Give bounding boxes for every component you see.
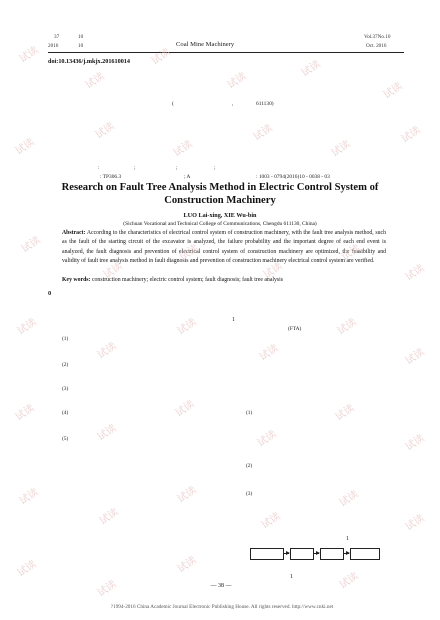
watermark-stamp: 试读 <box>93 120 117 142</box>
flow-box-1 <box>250 548 284 560</box>
flow-box-2 <box>290 548 314 560</box>
flow-arrow-1 <box>283 553 289 554</box>
ref-one-c: 1 <box>290 574 293 580</box>
watermark-stamp: 试读 <box>175 554 199 576</box>
watermark-stamp: 试读 <box>15 558 39 580</box>
watermark-stamp: 试读 <box>337 488 361 510</box>
watermark-stamp: 试读 <box>149 46 173 68</box>
affil-comma: , <box>232 101 234 107</box>
colon-a: : <box>98 165 100 171</box>
watermark-stamp: 试读 <box>95 422 119 444</box>
ref-one-b: 1 <box>346 536 349 542</box>
watermark-stamp: 试读 <box>399 124 423 146</box>
watermark-stamp: 试读 <box>101 260 125 282</box>
classification-number: : TP306.3 <box>100 174 122 180</box>
header-volume-right: Vol.37No.10 <box>364 34 391 40</box>
item-4: (4) <box>62 410 69 416</box>
affil-paren: ( <box>172 101 174 107</box>
watermark-stamp: 试读 <box>15 316 39 338</box>
watermark-stamp: 试读 <box>17 486 41 508</box>
paper-title-line1: Research on Fault Tree Analysis Method in Electric Control System of <box>61 182 379 193</box>
semi-b: ; <box>134 165 136 171</box>
keywords-text: construction machinery; electric control system; fault diagnosis; fault tree analysis <box>91 277 284 283</box>
right-item-3: (3) <box>246 491 253 497</box>
watermark-stamp: 试读 <box>403 512 427 534</box>
watermark-stamp: 试读 <box>251 122 275 144</box>
semi-d: ; <box>214 165 216 171</box>
flow-box-3 <box>320 548 344 560</box>
fta-abbrev: (FTA) <box>288 326 302 332</box>
paper-title-line2: Construction Machinery <box>164 195 276 206</box>
abstract-text: According to the characteristics of electrical control system of construction machinery, with the fault tree analysis method, such as the fault of the starting circuit of the excavator is analyzed, the failure probability and the important degree of each end event is analyzed, the fault diagnosis and prevention of electrical control system of construction machinery are optimized, the feasibility and validity of fault tree analysis method in fault diagnosis and prevention of construction machinery electrical control system are verified. <box>62 230 386 265</box>
header-rule <box>48 52 404 53</box>
right-item-1: (1) <box>246 410 253 416</box>
watermark-stamp: 试读 <box>335 316 359 338</box>
journal-name: Coal Mine Machinery <box>176 41 235 48</box>
page-number: — 38 — <box>210 583 232 589</box>
watermark-stamp: 试读 <box>175 484 199 506</box>
watermark-stamp: 试读 <box>339 242 363 264</box>
flow-arrow-3 <box>343 553 349 554</box>
header-volume-left: 37 <box>54 34 60 40</box>
header-month-left: 10 <box>78 43 84 49</box>
watermark-stamp: 试读 <box>177 242 201 264</box>
watermark-stamp: 试读 <box>95 578 119 600</box>
watermark-stamp: 试读 <box>255 428 279 450</box>
flow-arrow-2 <box>313 553 319 554</box>
item-5: (5) <box>62 436 69 442</box>
right-item-2: (2) <box>246 463 253 469</box>
copyright-footer: ?1994-2016 China Academic Journal Electronic Publishing House. All rights reserved. http://www.cnki.net <box>110 604 334 610</box>
semi-c: ; <box>176 165 178 171</box>
watermark-stamp: 试读 <box>403 346 427 368</box>
watermark-stamp: 试读 <box>337 570 361 592</box>
affiliation: (Sichuan Vocational and Technical College of Communications, Chengdu 611130, China) <box>123 221 317 227</box>
ref-one-a: 1 <box>232 317 235 323</box>
watermark-stamp: 试读 <box>19 234 43 256</box>
watermark-stamp: 试读 <box>259 510 283 532</box>
header-year-left: 2016 <box>48 43 59 49</box>
keywords-label: Key words: <box>62 277 91 283</box>
authors: LUO Lai-xing, XIE Wu-bin <box>183 212 257 219</box>
watermark-stamp: 试读 <box>403 432 427 454</box>
header-issue-left: 10 <box>78 34 84 40</box>
watermark-stamp: 试读 <box>175 316 199 338</box>
watermark-stamp: 试读 <box>95 340 119 362</box>
watermark-stamp: 试读 <box>381 80 405 102</box>
item-2: (2) <box>62 362 69 368</box>
item-3: (3) <box>62 386 69 392</box>
watermark-stamp: 试读 <box>83 70 107 92</box>
header-date-right: Oct. 2016 <box>366 43 387 49</box>
watermark-stamp: 试读 <box>403 262 427 284</box>
article-id: : 1003 - 0794(2016)10 - 0038 - 03 <box>256 174 330 180</box>
affil-postal: 611130) <box>256 101 274 107</box>
watermark-stamp: 试读 <box>225 70 249 92</box>
section-zero: 0 <box>48 290 52 297</box>
watermark-stamp: 试读 <box>299 58 323 80</box>
watermark-stamp: 试读 <box>257 342 281 364</box>
watermark-stamp: 试读 <box>97 506 121 528</box>
doi: doi:10.13436/j.mkjx.201610014 <box>48 58 130 65</box>
item-1: (1) <box>62 336 69 342</box>
abstract-label: Abstract: <box>62 230 86 236</box>
watermark-stamp: 试读 <box>329 138 353 160</box>
watermark-stamp: 试读 <box>333 402 357 424</box>
document-code: ; A <box>184 174 191 180</box>
watermark-stamp: 试读 <box>17 44 41 66</box>
flow-box-4 <box>350 548 380 560</box>
watermark-stamp: 试读 <box>173 398 197 420</box>
watermark-stamp: 试读 <box>13 136 37 158</box>
watermark-stamp: 试读 <box>261 260 285 282</box>
watermark-stamp: 试读 <box>13 402 37 424</box>
watermark-stamp: 试读 <box>171 138 195 160</box>
